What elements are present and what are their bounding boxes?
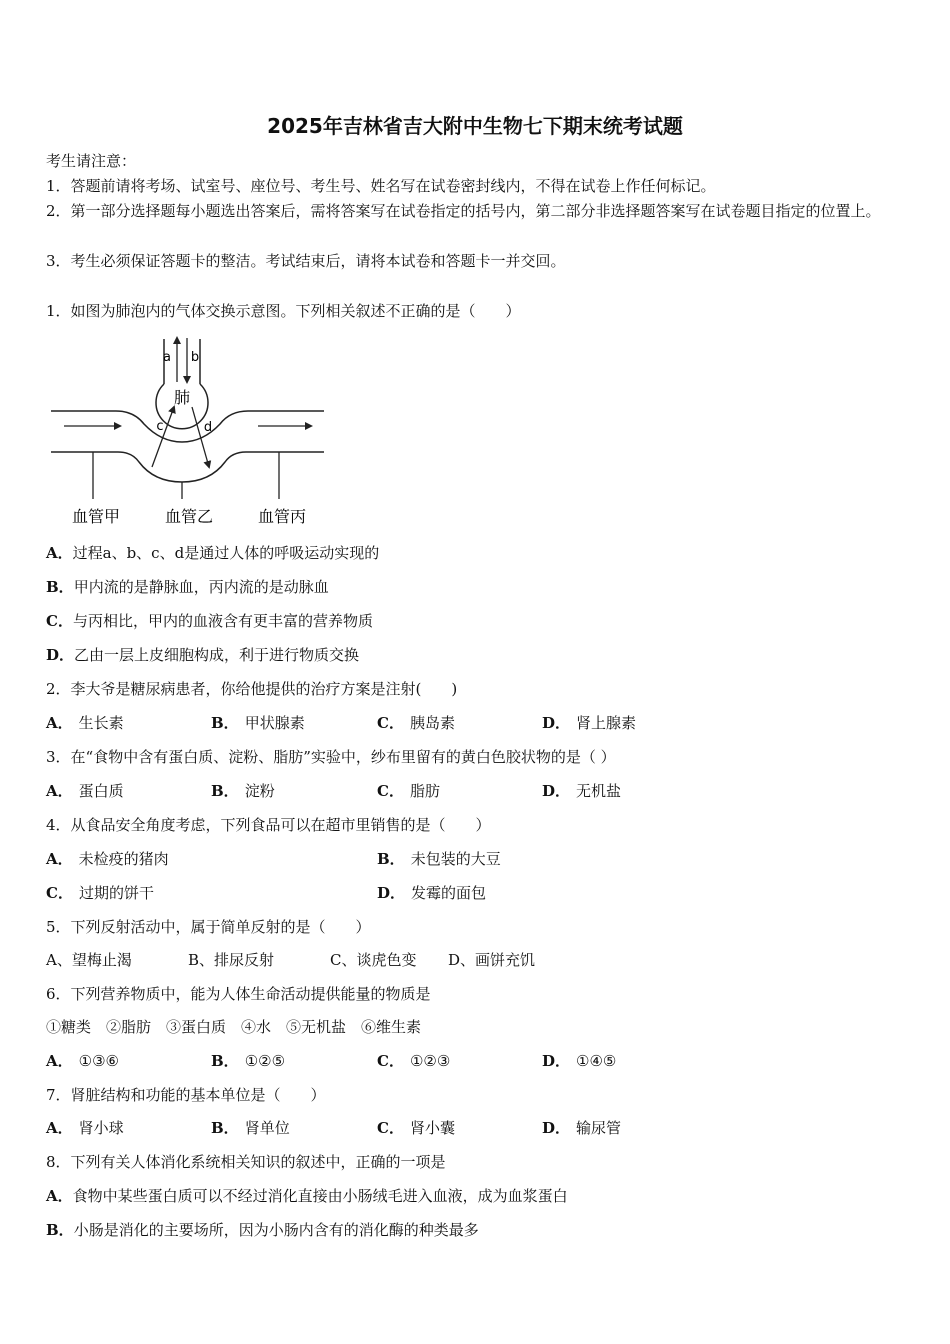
q6-option-d: D． ①④⑤ <box>542 1052 617 1070</box>
question-5-stem: 5．下列反射活动中，属于简单反射的是（ ） <box>46 918 371 936</box>
label-b: b <box>190 350 200 365</box>
notice-heading: 考生请注意： <box>46 152 137 170</box>
question-4-stem: 4．从食品安全角度考虑，下列食品可以在超市里销售的是（ ） <box>46 816 491 834</box>
question-2-stem: 2．李大爷是糖尿病患者，你给他提供的治疗方案是注射( ) <box>46 680 458 698</box>
vessel-lower-wall <box>51 452 324 482</box>
q3-option-a: A． 蛋白质 <box>46 782 124 800</box>
label-c: c <box>156 419 164 434</box>
q2-option-b: B． 甲状腺素 <box>211 714 305 732</box>
q1-option-b: B．甲内流的是静脉血，丙内流的是动脉血 <box>46 578 329 596</box>
q3-option-d: D． 无机盐 <box>542 782 622 800</box>
label-a: a <box>163 350 171 365</box>
q7-option-a: A． 肾小球 <box>46 1119 124 1137</box>
lung-label: 肺 <box>173 388 191 407</box>
vessel-bing-label: 血管丙 <box>257 507 307 526</box>
q1-option-a: A．过程a、b、c、d是通过人体的呼吸运动实现的 <box>46 544 380 562</box>
question-8-stem: 8．下列有关人体消化系统相关知识的叙述中，正确的一项是 <box>46 1153 446 1171</box>
notice-item-3: 3．考生必须保证答题卡的整洁。考试结束后，请将本试卷和答题卡一并交回。 <box>46 252 566 270</box>
q1-option-c: C．与丙相比，甲内的血液含有更丰富的营养物质 <box>46 612 373 630</box>
q7-option-d: D． 输尿管 <box>542 1119 622 1137</box>
question-7-stem: 7．肾脏结构和功能的基本单位是（ ） <box>46 1086 326 1104</box>
q2-option-d: D． 肾上腺素 <box>542 714 637 732</box>
label-d: d <box>203 420 213 435</box>
q4-option-d: D． 发霉的面包 <box>377 884 487 902</box>
q6-option-b: B． ①②⑤ <box>211 1052 286 1070</box>
vessel-yi-label: 血管乙 <box>164 507 214 526</box>
question-1-stem: 1．如图为肺泡内的气体交换示意图。下列相关叙述不正确的是（ ） <box>46 302 521 320</box>
q1-option-d: D．乙由一层上皮细胞构成，利于进行物质交换 <box>46 646 360 664</box>
q4-option-b: B． 未包装的大豆 <box>377 850 501 868</box>
q5-option-a: A、望梅止渴 <box>46 951 132 969</box>
q5-option-d: D、画饼充饥 <box>448 951 536 969</box>
alveolus-gas-exchange-diagram <box>46 334 331 529</box>
q7-option-b: B． 肾单位 <box>211 1119 290 1137</box>
q8-option-b: B．小肠是消化的主要场所，因为小肠内含有的消化酶的种类最多 <box>46 1221 479 1239</box>
q3-option-c: C． 脂肪 <box>377 782 440 800</box>
notice-item-1: 1．答题前请将考场、试室号、座位号、考生号、姓名写在试卷密封线内，不得在试卷上作任何标记。 <box>46 177 716 195</box>
page-title: 2025年吉林省吉大附中生物七下期末统考试题 <box>267 114 683 138</box>
q6-option-c: C． ①②③ <box>377 1052 451 1070</box>
q3-option-b: B． 淀粉 <box>211 782 275 800</box>
q5-option-b: B、排尿反射 <box>188 951 275 969</box>
notice-item-2: 2．第一部分选择题每小题选出答案后，需将答案写在试卷指定的括号内，第二部分非选择题答案写在试卷题目指定的位置上。 <box>46 202 881 220</box>
q8-option-a: A．食物中某些蛋白质可以不经过消化直接由小肠绒毛进入血液，成为血浆蛋白 <box>46 1187 568 1205</box>
q2-option-c: C． 胰岛素 <box>377 714 455 732</box>
q2-option-a: A． 生长素 <box>46 714 124 732</box>
q5-option-c: C、谈虎色变 <box>330 951 417 969</box>
q4-option-c: C． 过期的饼干 <box>46 884 154 902</box>
q7-option-c: C． 肾小囊 <box>377 1119 455 1137</box>
question-6-stem: 6．下列营养物质中，能为人体生命活动提供能量的物质是 <box>46 985 431 1003</box>
question-3-stem: 3．在“食物中含有蛋白质、淀粉、脂肪”实验中，纱布里留有的黄白色胶状物的是（ ） <box>46 748 616 766</box>
vessel-jia-label: 血管甲 <box>71 507 121 526</box>
q4-option-a: A． 未检疫的猪肉 <box>46 850 169 868</box>
question-6-sub: ①糖类 ②脂肪 ③蛋白质 ④水 ⑤无机盐 ⑥维生素 <box>46 1018 422 1036</box>
q6-option-a: A． ①③⑥ <box>46 1052 119 1070</box>
